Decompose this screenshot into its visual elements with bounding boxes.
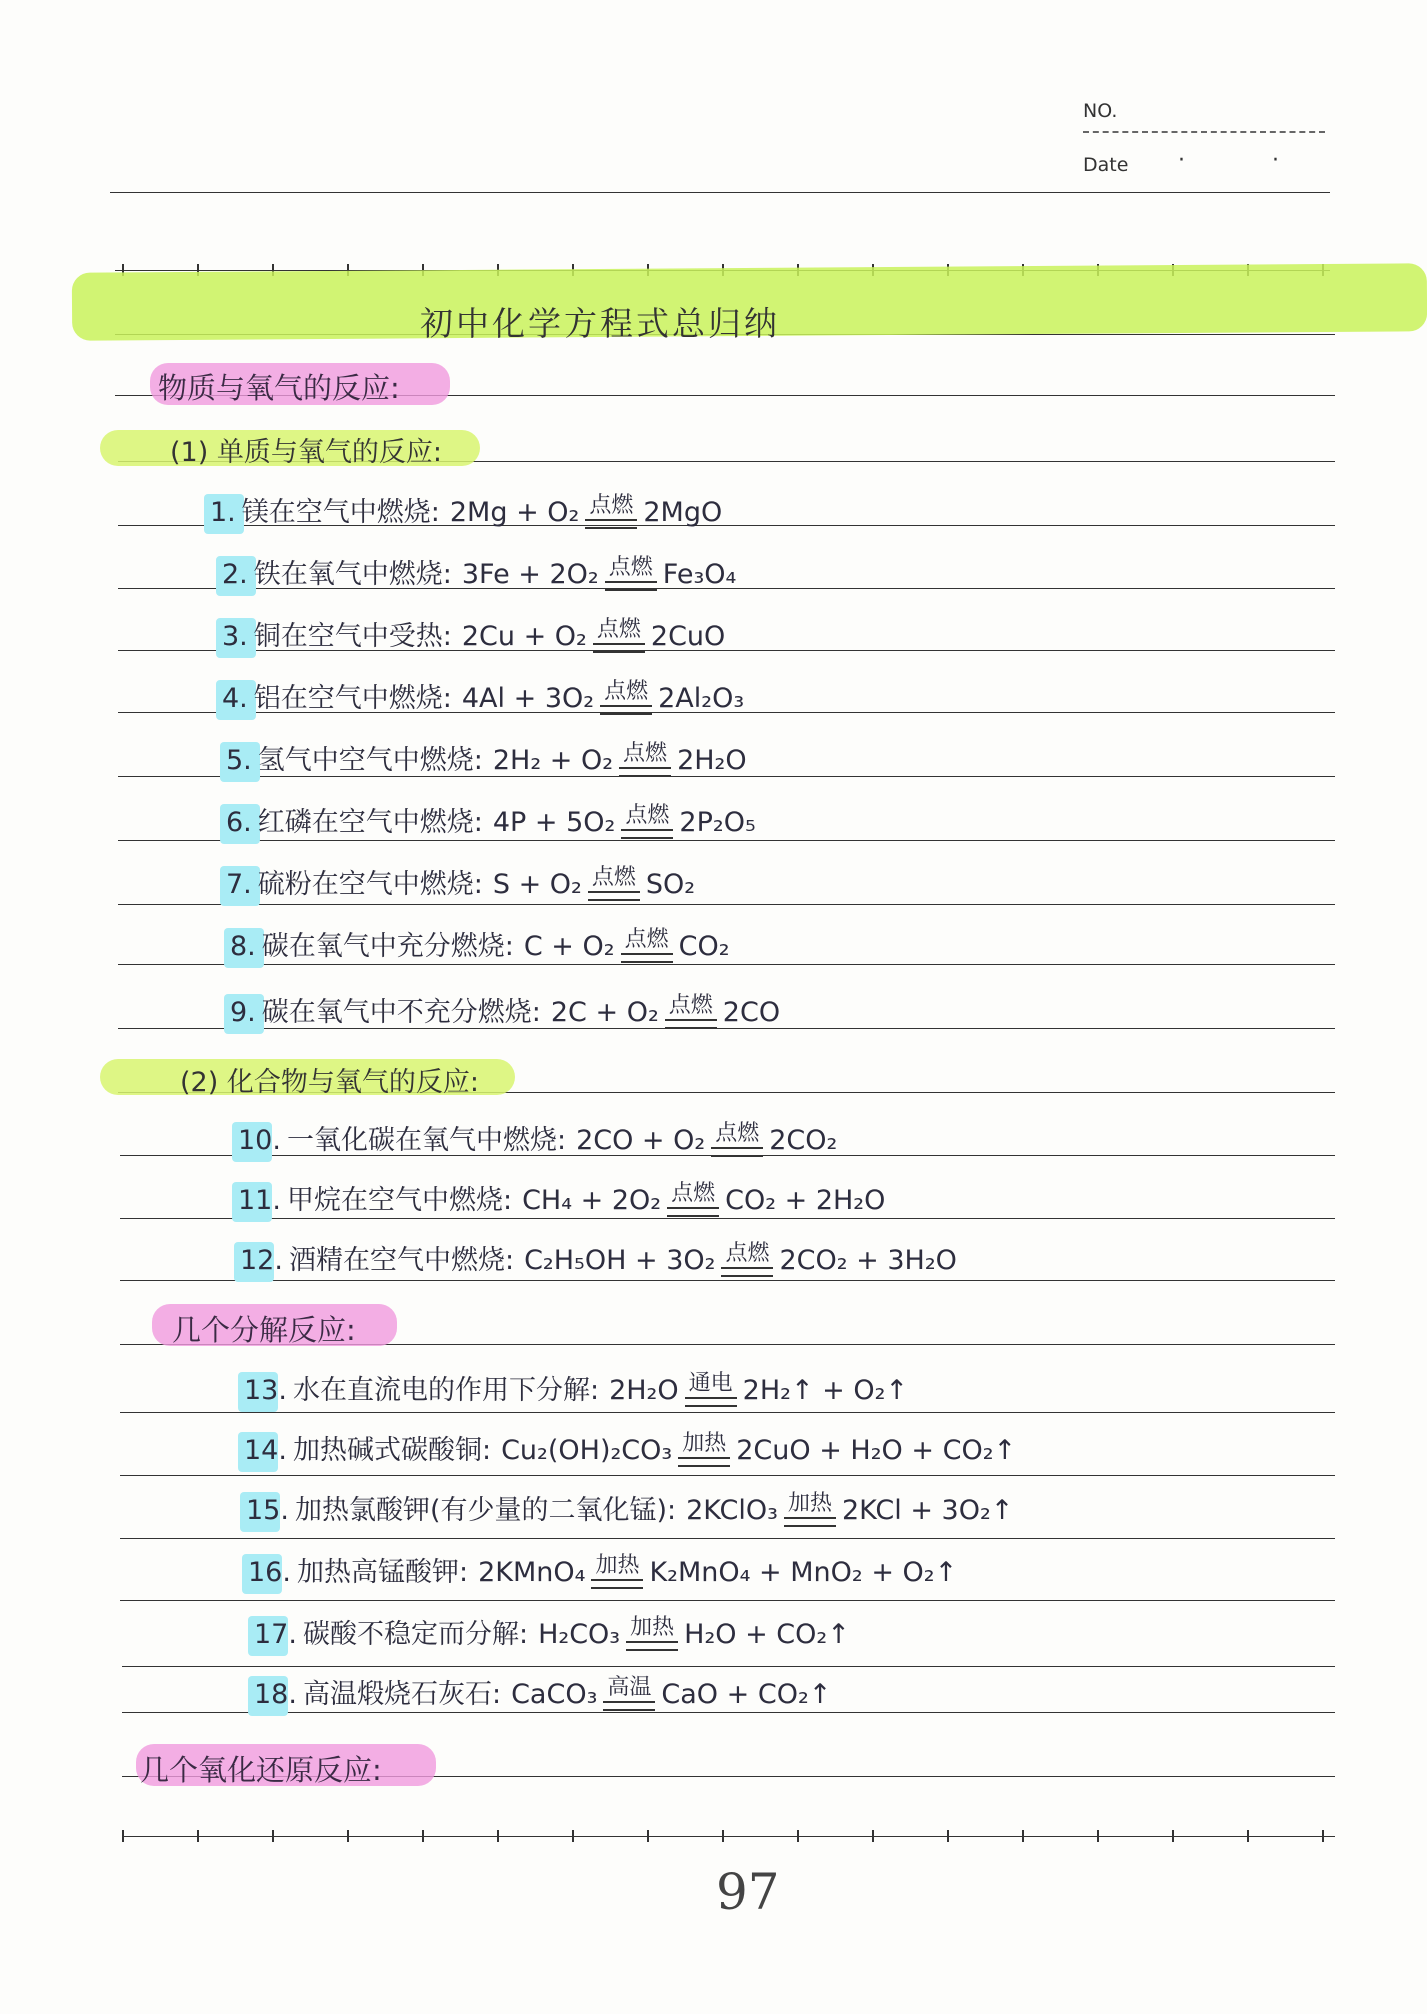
condition-label: 点燃	[668, 993, 713, 1018]
equation-products: 2CuO + H₂O + CO₂↑	[736, 1435, 1017, 1466]
equation-reactants: CH₄ + 2O₂	[522, 1185, 662, 1216]
equation-number: 16.	[248, 1557, 291, 1588]
reaction-condition	[591, 1555, 643, 1589]
equation-number: 11.	[238, 1185, 281, 1216]
section-heading-decomposition: 几个分解反应:	[172, 1313, 356, 1347]
equation-row	[244, 1368, 908, 1407]
equation-row	[238, 1178, 885, 1217]
ruled-line	[120, 1600, 1335, 1601]
equation-description: 加热高锰酸钾:	[296, 1557, 469, 1588]
ruler-tick	[1247, 1830, 1249, 1842]
reaction-condition	[667, 1183, 719, 1217]
equation-number: 4.	[222, 683, 248, 714]
ruled-line	[120, 1218, 1335, 1219]
ruler-tick	[1097, 1830, 1099, 1842]
equation-reactants: 4P + 5O₂	[492, 807, 616, 838]
no-dashed-line	[1083, 131, 1325, 133]
equation-description: 加热氯酸钾(有少量的二氧化锰):	[294, 1495, 677, 1526]
equation-reactants: C₂H₅OH + 3O₂	[524, 1245, 716, 1276]
equation-row	[226, 738, 747, 777]
ruler-tick	[422, 1830, 424, 1842]
equation-products: 2CO₂ + 3H₂O	[779, 1245, 957, 1276]
no-label: NO.	[1083, 100, 1118, 122]
reaction-condition	[619, 743, 671, 777]
ruled-line	[122, 1666, 1335, 1667]
equation-products: 2P₂O₅	[679, 807, 756, 838]
equation-reactants: S + O₂	[492, 869, 582, 900]
condition-label: 高温	[607, 1675, 652, 1700]
equation-description: 水在直流电的作用下分解:	[292, 1375, 600, 1406]
equals-sign	[591, 1579, 643, 1589]
reaction-condition	[593, 619, 645, 653]
equation-number: 14.	[244, 1435, 287, 1466]
equation-row	[210, 490, 722, 529]
reaction-condition	[665, 995, 717, 1029]
page-title: 初中化学方程式总归纳	[420, 304, 780, 343]
equation-description: 铜在空气中受热:	[253, 621, 452, 652]
equation-row	[238, 1118, 837, 1157]
equation-description: 碳在氧气中充分燃烧:	[261, 931, 514, 962]
equation-number: 3.	[222, 621, 248, 652]
equation-row	[222, 552, 736, 591]
equation-description: 碳酸不稳定而分解:	[302, 1619, 529, 1650]
equation-row	[230, 924, 730, 963]
reaction-condition	[711, 1123, 763, 1157]
condition-label: 点燃	[715, 1121, 760, 1146]
equation-number: 8.	[230, 931, 256, 962]
equation-description: 铝在空气中燃烧:	[253, 683, 452, 714]
date-label: Date	[1083, 154, 1129, 176]
equals-sign	[784, 1517, 836, 1527]
ruler-tick	[1172, 1830, 1174, 1842]
condition-label: 加热	[787, 1491, 832, 1516]
equation-products: 2CO	[722, 997, 781, 1028]
equation-products: K₂MnO₄ + MnO₂ + O₂↑	[649, 1557, 958, 1588]
equation-products: 2KCl + 3O₂↑	[841, 1495, 1014, 1526]
equals-sign	[665, 1019, 717, 1029]
condition-label: 点燃	[624, 927, 669, 952]
equals-sign	[619, 767, 671, 777]
equation-description: 一氧化碳在氧气中燃烧:	[286, 1125, 567, 1156]
ruler-tick	[797, 1830, 799, 1842]
equation-reactants: 2Cu + O₂	[461, 621, 587, 652]
ruler-tick	[647, 1830, 649, 1842]
equation-products: CO₂ + 2H₂O	[725, 1185, 886, 1216]
equation-products: CaO + CO₂↑	[661, 1679, 832, 1710]
reaction-condition	[621, 805, 673, 839]
page-number: 97	[716, 1863, 780, 1921]
ruled-line	[120, 1538, 1335, 1539]
ruler-tick	[1322, 1830, 1324, 1842]
ruled-line	[120, 1412, 1335, 1413]
equation-row	[226, 862, 695, 901]
ruled-line	[120, 1475, 1335, 1476]
ruled-line	[110, 192, 1330, 193]
equation-reactants: 2H₂ + O₂	[492, 745, 614, 776]
ruler-tick	[872, 1830, 874, 1842]
reaction-condition	[678, 1433, 730, 1467]
equation-number: 7.	[226, 869, 252, 900]
condition-label: 加热	[595, 1553, 640, 1578]
equation-reactants: 2H₂O	[609, 1375, 679, 1406]
equation-products: CO₂	[678, 931, 730, 962]
equals-sign	[593, 643, 645, 653]
equals-sign	[603, 1701, 655, 1711]
condition-label: 点燃	[725, 1241, 770, 1266]
equation-description: 硫粉在空气中燃烧:	[257, 869, 483, 900]
equation-row	[222, 614, 725, 653]
equation-reactants: 2Mg + O₂	[449, 497, 580, 528]
equation-products: H₂O + CO₂↑	[684, 1619, 850, 1650]
ruler-tick	[347, 1830, 349, 1842]
ruled-line	[118, 964, 1335, 965]
equation-row	[248, 1550, 957, 1589]
reaction-condition	[600, 681, 652, 715]
equation-reactants: 3Fe + 2O₂	[461, 559, 599, 590]
reaction-condition	[588, 867, 640, 901]
equals-sign	[600, 705, 652, 715]
equation-reactants: 4Al + 3O₂	[461, 683, 595, 714]
equals-sign	[621, 953, 673, 963]
equation-row	[246, 1488, 1013, 1527]
equation-products: 2MgO	[643, 497, 723, 528]
condition-label: 加热	[682, 1431, 727, 1456]
equation-number: 5.	[226, 745, 252, 776]
equation-products: 2CO₂	[769, 1125, 838, 1156]
equation-number: 9.	[230, 997, 256, 1028]
subsection-heading-elements: (1) 单质与氧气的反应:	[170, 437, 442, 468]
equation-number: 18.	[254, 1679, 297, 1710]
equation-reactants: 2KMnO₄	[478, 1557, 586, 1588]
equation-description: 甲烷在空气中燃烧:	[286, 1185, 513, 1216]
ruler-tick	[572, 1830, 574, 1842]
equation-reactants: 2CO + O₂	[576, 1125, 706, 1156]
condition-label: 点燃	[596, 617, 641, 642]
condition-label: 点燃	[608, 555, 653, 580]
date-dots: · ·	[1178, 148, 1319, 173]
equation-reactants: Cu₂(OH)₂CO₃	[501, 1435, 673, 1466]
condition-label: 点燃	[589, 493, 634, 518]
condition-label: 点燃	[591, 865, 636, 890]
equation-products: 2Al₂O₃	[658, 683, 745, 714]
equals-sign	[678, 1457, 730, 1467]
reaction-condition	[603, 1677, 655, 1711]
equation-row	[254, 1672, 831, 1711]
condition-label: 通电	[688, 1371, 733, 1396]
equation-description: 碳在氧气中不充分燃烧:	[261, 997, 541, 1028]
equation-number: 17.	[254, 1619, 297, 1650]
equation-description: 高温煅烧石灰石:	[302, 1679, 502, 1710]
equation-description: 氢气中空气中燃烧:	[257, 745, 483, 776]
reaction-condition	[685, 1373, 737, 1407]
ruler-tick	[122, 1830, 124, 1842]
equation-description: 加热碱式碳酸铜:	[292, 1435, 492, 1466]
ruler-tick	[272, 1830, 274, 1842]
equation-description: 酒精在空气中燃烧:	[288, 1245, 515, 1276]
section-heading-oxygen: 物质与氧气的反应:	[158, 371, 400, 405]
equation-number: 13.	[244, 1375, 287, 1406]
condition-label: 点燃	[625, 803, 670, 828]
equation-number: 6.	[226, 807, 252, 838]
reaction-condition	[605, 557, 657, 591]
equals-sign	[621, 829, 673, 839]
equation-reactants: CaCO₃	[511, 1679, 598, 1710]
equation-description: 红磷在空气中燃烧:	[257, 807, 483, 838]
equation-reactants: C + O₂	[523, 931, 615, 962]
equals-sign	[667, 1207, 719, 1217]
ruler-tick	[947, 1830, 949, 1842]
reaction-condition	[626, 1617, 678, 1651]
equation-row	[222, 676, 744, 715]
ruled-line	[122, 1836, 1335, 1837]
equation-description: 镁在空气中燃烧:	[241, 497, 440, 528]
equals-sign	[711, 1147, 763, 1157]
reaction-condition	[621, 929, 673, 963]
equation-number: 10.	[238, 1125, 281, 1156]
condition-label: 加热	[630, 1615, 675, 1640]
equation-reactants: H₂CO₃	[538, 1619, 621, 1650]
section-heading-redox: 几个氧化还原反应:	[140, 1753, 382, 1787]
ruler-tick	[722, 1830, 724, 1842]
equation-row	[226, 800, 756, 839]
equation-products: 2H₂O	[677, 745, 747, 776]
equation-reactants: 2KClO₃	[686, 1495, 778, 1526]
equation-description: 铁在氧气中燃烧:	[253, 559, 452, 590]
equation-row	[244, 1428, 1016, 1467]
condition-label: 点燃	[671, 1181, 716, 1206]
ruled-line	[118, 840, 1335, 841]
equation-reactants: 2C + O₂	[550, 997, 659, 1028]
subsection-heading-compounds: (2) 化合物与氧气的反应:	[180, 1067, 479, 1098]
equation-number: 1.	[210, 497, 236, 528]
equation-number: 2.	[222, 559, 248, 590]
ruler-tick	[497, 1830, 499, 1842]
equation-products: SO₂	[645, 869, 696, 900]
equals-sign	[721, 1267, 773, 1277]
reaction-condition	[721, 1243, 773, 1277]
equals-sign	[585, 519, 637, 529]
equals-sign	[588, 891, 640, 901]
equation-row	[254, 1612, 850, 1651]
ruler-tick	[197, 1830, 199, 1842]
reaction-condition	[585, 495, 637, 529]
equals-sign	[605, 581, 657, 591]
equation-products: Fe₃O₄	[662, 559, 737, 590]
equation-number: 15.	[246, 1495, 289, 1526]
ruled-line	[122, 1712, 1335, 1713]
equals-sign	[626, 1641, 678, 1651]
reaction-condition	[784, 1493, 836, 1527]
condition-label: 点燃	[623, 741, 668, 766]
equation-row	[230, 990, 780, 1029]
ruled-line	[118, 904, 1335, 905]
equation-products: 2H₂↑ + O₂↑	[742, 1375, 909, 1406]
equals-sign	[685, 1397, 737, 1407]
equation-number: 12.	[240, 1245, 283, 1276]
ruled-line	[120, 1280, 1335, 1281]
ruler-tick	[1022, 1830, 1024, 1842]
equation-products: 2CuO	[650, 621, 726, 652]
condition-label: 点燃	[604, 679, 649, 704]
equation-row	[240, 1238, 957, 1277]
